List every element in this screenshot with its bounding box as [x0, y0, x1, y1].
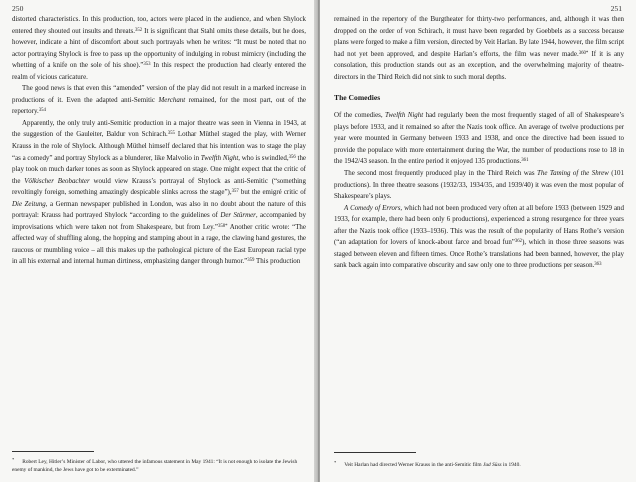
left-paragraph-1 — [12, 14, 306, 83]
right-paragraph-1 — [334, 14, 624, 83]
text-run: but the emigré critic of — [238, 188, 306, 197]
text-run: , which had not been produced very often at all before 1933 (between 1929 and 1933, for example, there had been only 6 productions), experienced a strong resurgence for three years after the Nazis took office (1933–1936). This was the result of the popularity of Hans Rothe’s version (“an adaptation for lovers of knock-about farce and broad fun” — [334, 203, 624, 247]
left-page — [0, 0, 316, 482]
right-footnote-rule — [334, 452, 416, 453]
text-run: , accompanied by improvisations which were taken not from Shakespeare, but from Ley.” — [12, 211, 306, 231]
right-section-paragraph-1 — [334, 110, 624, 168]
note-reference: 356 — [288, 154, 296, 160]
note-reference: 359 — [247, 258, 255, 264]
note-reference: 353 — [143, 62, 151, 67]
text-run: (101 productions). In three theatre seasons (1932/33, 1934/35, and 1939/40) it was even the most popular of Shakespeare’s plays. — [334, 169, 624, 201]
note-reference: 363 — [594, 262, 602, 268]
text-run: In this respect the production had clearly entered the realm of vicious caricature. — [12, 61, 306, 81]
text-run: If it is any consolation, this production stands out as an exception, and the overwhelming majority of theatre-directors in the Third Reich did not sink to such moral depths. — [334, 49, 624, 81]
text-run: would view Krauss’s portrayal of Shylock as anti-Semitic (“something revoltingly foreign, something amazingly despicable slinks across the stage”), — [12, 176, 306, 197]
note-reference: 354 — [38, 108, 46, 114]
right-page — [320, 0, 636, 482]
italic-title: A Comedy of Errors — [344, 203, 401, 212]
text-run: The second most frequently produced play in the Third Reich was — [344, 169, 538, 178]
left-footnote-mark: * — [12, 457, 15, 462]
text-run: remained, for the most part, out of the repertory. — [12, 95, 306, 116]
italic-title: Merchant — [158, 95, 186, 104]
italic-title: The Taming of the Shrew — [537, 169, 609, 178]
left-footnote — [12, 458, 304, 474]
left-footnote-text: Robert Ley, Hitler’s Minister of Labor, who uttered the infamous statement in May 1941: “It is not enough to isolate the Jewish enemy of mankind, the Jews have got to be exterminated.” — [12, 459, 298, 473]
left-footnote-rule — [12, 451, 94, 452]
italic-title: Völkischer Beobachter — [24, 176, 90, 185]
left-paragraph-2 — [12, 83, 306, 118]
right-footnote-mark: * — [334, 460, 337, 465]
text-run: remained in the repertory of the Burgtheater for thirty-two performances, and, although it was then dropped on the order of von Schirach, it must have been regarded by Goebbels as a success because plans were forged to make a film version, directed by Veit Harlan. By late 1944, however, the film script had not yet been approved, and despite Harlan’s efforts, the film was never made. — [334, 15, 624, 58]
right-footnote — [334, 461, 624, 469]
text-run: ), which in those three seasons was staged between eleven and fifteen times. Once Rothe’s translations had been banned, however, the play sank back again into comparative obscurity and saw only one to three productions per season. — [334, 238, 624, 270]
right-footnote-film-title: Jud Süss — [482, 462, 502, 468]
text-run: This production — [254, 257, 301, 266]
text-run: Apparently, the only truly anti-Semitic production in a major theatre was seen in Vienna in 1943, at the suggestion of the Gauleiter, Baldur von Schirach. — [12, 118, 306, 139]
text-run: had regularly been the most frequently staged of all of Shakespeare’s plays before 1933, and it remained so after the Nazis took office. An average of twelve productions per year were mounted in Germany between 1933 and 1938, and once the directive had been issued to provide the populace with more entertainment during the War, the number of productions rose to 18 in the 1942/43 season. In the entire period it enjoyed 135 productions. — [334, 111, 624, 166]
note-reference: 361 — [521, 158, 529, 164]
note-reference: 352 — [134, 27, 143, 33]
italic-title: Twelfth Night — [200, 153, 239, 162]
left-paragraph-3 — [12, 118, 306, 268]
italic-title: Der Stürmer — [220, 211, 256, 220]
text-run: , who is swindled, — [238, 153, 289, 162]
note-reference: 362 — [514, 239, 523, 245]
text-run: Of the comedies, — [334, 111, 386, 120]
right-footnote-text-after: in 1940. — [501, 462, 521, 468]
right-page-body — [334, 14, 624, 272]
text-run: distorted characteristics. In this production, too, actors were placed in the audience, and when Shylock entered they shouted out insults and threats. — [12, 15, 306, 35]
text-run: the play took on much darker tones as soon as Shylock appeared on stage. One might expect that the critic of the — [12, 153, 306, 185]
left-page-body — [12, 14, 306, 268]
right-page-number: 251 — [610, 4, 622, 13]
section-heading: The Comedies — [334, 93, 381, 103]
text-run: The good news is that even this “amended” version of the play did not result in a marked increase in productions of it. Even the adapted anti-Semitic — [12, 84, 306, 104]
text-run: , a German newspaper published in London, was also in no doubt about the nature of this portrayal: Krauss had portrayed Shylock “according to the guidelines of — [12, 199, 307, 220]
left-page-number: 250 — [12, 4, 24, 13]
text-run: Another critic wrote: “The affected way of shuffling along, the hopping and stamping about in a rage, the clawing hand gestures, the raucous or mumbling voice – all this makes up the pathological picture of the East European racial type in all his external and internal human dirtiness, emphasizing danger through humor.” — [12, 222, 306, 266]
right-section-paragraph-2 — [334, 168, 624, 203]
note-reference: 355 — [167, 131, 175, 137]
text-run: It is significant that Stahl omits these details, but he does, however, indicate a hint of discomfort about such portrayals when he writes: “It must be noted that no actor portraying Shylock is free to pass up the opportunity of indulging in robust mimicry (including the whetting of a knife on the sole of his shoe).” — [12, 26, 306, 70]
text-run: Lothar Müthel staged the play, with Werner Krauss in the role of Shylock. Although Müthel himself declared that his intention was to stage the play “as a comedy” and portray Shylock as a blunderer, like Malvolio in — [12, 130, 307, 162]
right-footnote-text-before: Veit Harlan had directed Werner Krauss in the anti-Semitic film — [344, 462, 483, 468]
right-section-paragraph-3 — [334, 203, 624, 272]
note-reference: 360* — [578, 50, 589, 56]
italic-title: Twelfth Night — [385, 111, 424, 120]
note-reference: 357 — [231, 189, 239, 195]
note-reference: 358* — [217, 223, 228, 229]
italic-title: Die Zeitung — [12, 199, 46, 208]
